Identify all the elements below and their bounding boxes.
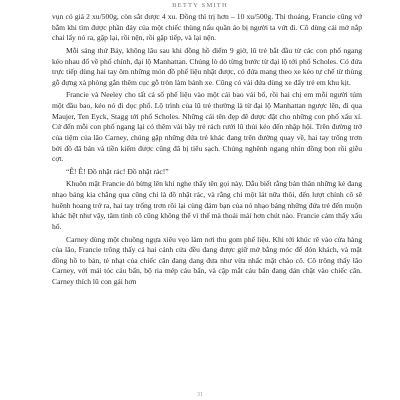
paragraph-saturday: Mỗi sáng thứ Bảy, không lâu sau khi đồng hồ điểm 9 giờ, lũ trẻ bắt đầu từ các con phố ngang kéo nhau đổ về phố chính, đại lộ Manhattan. Chúng lò dò từng bước từ đại lộ tới phố Scholes. Có đứa trực tiếp dùng hai tay ôm những món đồ phế liệu nhặt được, có đứa mang theo xe kéo tự chế từ thùng gỗ đựng xà phòng gắn thêm cục gỗ tròn làm bánh xe. Cũng có vài đứa dùng xe đẩy trẻ em khu kịt. bbox=[52, 45, 362, 87]
running-head: BETTY SMITH bbox=[172, 2, 228, 9]
paragraph-quote: “Ê! Ê! Đồ nhặt rác! Đồ nhặt rác!” bbox=[66, 166, 169, 176]
body-text bbox=[52, 12, 362, 288]
paragraph-carney: Carney dùng một chuồng ngựa xiêu vẹo làm nơi thu gom phế liệu. Khi tới khúc rẽ vào cửa hàng của lão, Francie trông thấy cả hai cánh cửa đều đang được giữ mở bằng móc để đón khách, và mặt đồng hồ to bản, tẻ nhạt của chiếc cân đang dang đưa như vừa nhấc mặt chào cô. Cô trông thấy lão Carney, với mái tóc cáu bẩn, bộ ria mép cáu bẩn, và cặp mắt cáu bẩn đang dán chặt vào chiếc cân. Carney thích lũ con gái hơn bbox=[52, 234, 362, 286]
paragraph-continuation: vụn có giá 2 xu/500g, còn sắt được 4 xu. Đồng thì trị hơn – 10 xu/500g. Thi thoảng, Francie cũng vớ bẫm khi tìm được phần đáy của một chiếc thùng nấu quần áo bị người ta vứt đi. Cô dùng cái mở nắp chai lấy nó ra, gập lại, rồi nện, rồi gập tiếp, và lại nện. bbox=[52, 12, 362, 43]
paragraph-route: Francie và Neeley cho tất cả số phế liệu vào một cái bao vải bố, rồi hai chị em mỗi người túm một đầu bao, kéo nó đi dọc phố. Lộ trình của lũ trẻ thường là từ đại lộ Manhattan ngược lên, đi qua Maujer, Ten Eyck, Stagg tới phố Scholes. Những cái tên đẹp đẽ được đặt cho những con phố xấu xí. Cứ đến mỗi con phố ngang lại có thêm vài bầy trẻ rách rưới lũ thủi kéo đến nhập hội. Trên đường trở của tiệm của lão Carney, chúng gặp những đứa trẻ khác đang trên đường quay về, hai tay trống trơn bởi đồ đã bán và tiền kiếm được cũng đã bị tiêu sạch. Chúng nghênh ngang nhìn đồng bọn rồi giễu cợt. bbox=[52, 90, 362, 164]
page-number: 31 bbox=[197, 392, 203, 398]
paragraph-shame: Khuôn mặt Francie đỏ bừng lên khi nghe thấy tên gọi này. Dẫu biết rằng bản thân những kẻ đang nhạo báng kia chẳng qua cũng chỉ là đồ nhặt rác, và rằng chỉ một lát nữa thôi, đến lượt chính cô sẽ huênh hoang trở ra, hai tay trống trơn rồi lại cùng đám bạn của nó nhạo báng những đứa trẻ đến muộn khác hệt như vậy, tâm tình cô cũng không thể vì thế mà thoải mái hơn chút nào. Francie cảm thấy xấu hổ. bbox=[52, 179, 362, 231]
